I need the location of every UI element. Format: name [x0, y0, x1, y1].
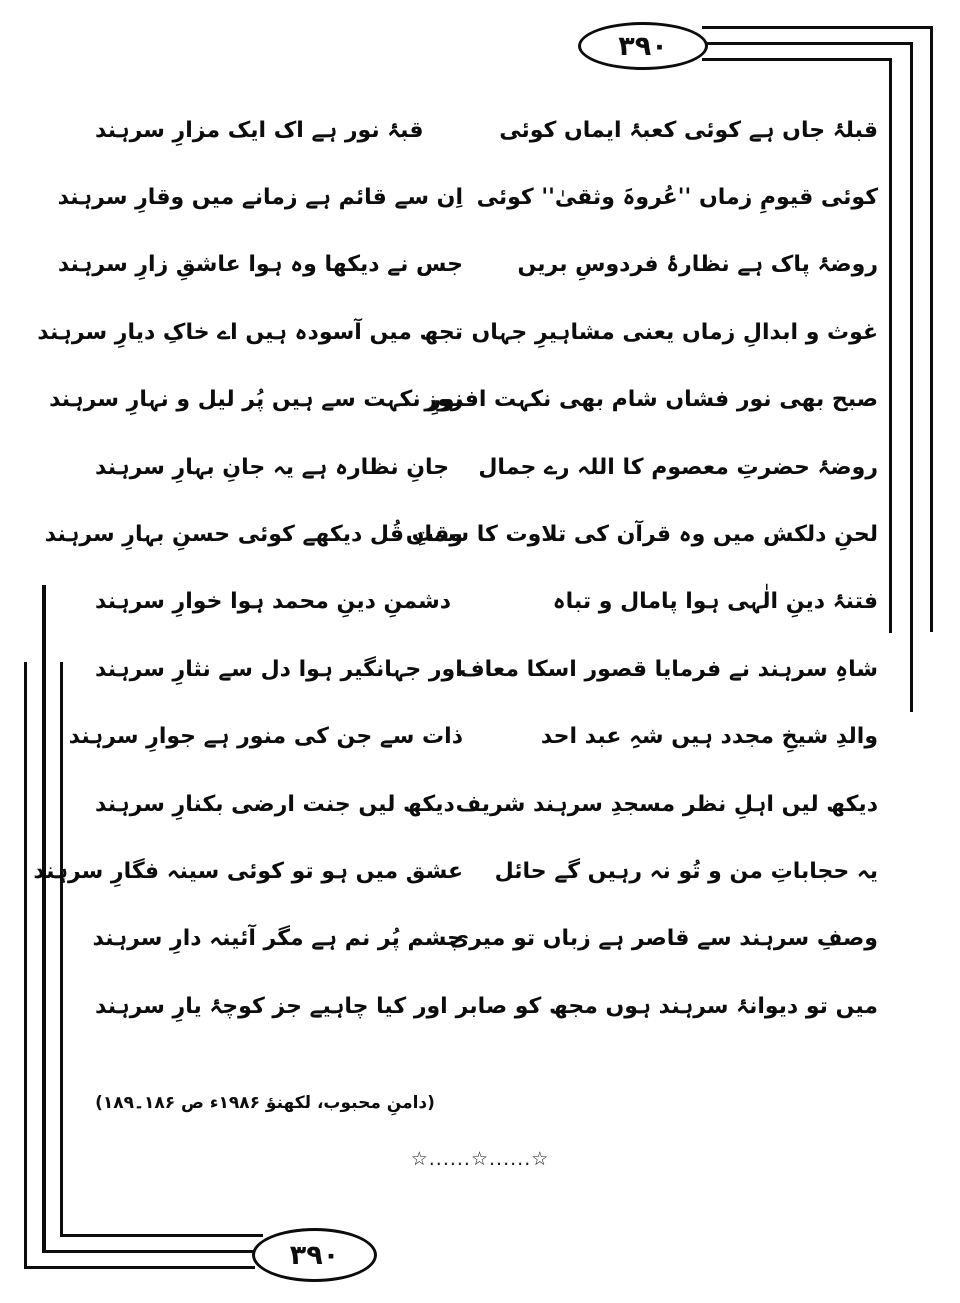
first-hemistich: فتنۂ دینِ الٰہی ہوا پامال و تباہ	[552, 589, 878, 615]
page-border-line	[889, 58, 892, 633]
first-hemistich: قبلۂ جاں ہے کوئی کعبۂ ایماں کوئی	[499, 117, 878, 143]
verse-row	[95, 569, 878, 636]
verse-row	[37, 299, 878, 366]
second-hemistich: دیکھ لیں جنت ارضی بکنارِ سرہند	[95, 791, 455, 817]
page-number-text: ۳۹۰	[618, 30, 668, 62]
second-hemistich: اور کیا چاہیے جز کوچۂ یارِ سرہند	[95, 993, 448, 1019]
first-hemistich: غوث و ابدالِ زماں یعنی مشاہیرِ جہاں	[471, 319, 878, 345]
page-border-line	[910, 42, 913, 712]
second-hemistich: ذات سے جن کی منور ہے جوارِ سرہند	[68, 724, 463, 750]
verse-row	[44, 501, 878, 568]
page-border-line	[60, 1234, 263, 1237]
first-hemistich: روضۂ حضرتِ معصوم کا اللہ رے جمال	[478, 454, 878, 480]
first-hemistich: شاہِ سرہند نے فرمایا قصور اسکا معاف	[459, 656, 878, 682]
verse-row	[33, 838, 878, 905]
verse-row	[68, 704, 878, 771]
second-hemistich: اور جہانگیر ہوا دل سے نثارِ سرہند	[95, 656, 463, 682]
page-border-line	[704, 42, 913, 45]
first-hemistich: میں تو دیوانۂ سرہند ہوں مجھ کو صابر	[455, 993, 878, 1019]
second-hemistich: نورِ نکہت سے ہیں پُر لیل و نہارِ سرہند	[49, 387, 463, 413]
page-border-line	[42, 1250, 255, 1253]
second-hemistich: عشق میں ہو تو کوئی سینہ فگارِ سرہند	[33, 858, 463, 884]
verse-row	[57, 164, 878, 231]
verse-row	[95, 97, 878, 164]
poem-body	[33, 97, 878, 1040]
verse-row	[92, 906, 878, 973]
second-hemistich: اِن سے قائم ہے زمانے میں وقارِ سرہند	[57, 184, 463, 210]
verse-row	[95, 973, 878, 1040]
verse-row	[95, 434, 878, 501]
first-hemistich: دیکھ لیں اہلِ نظر مسجدِ سرہند شریف	[455, 791, 878, 817]
second-hemistich: قبۂ نور ہے اک ایک مزارِ سرہند	[95, 117, 424, 143]
second-hemistich: دشمنِ دینِ محمد ہوا خوارِ سرہند	[95, 589, 452, 615]
page-number-badge-bottom	[252, 1228, 377, 1282]
page-number-text: ۳۹۰	[289, 1239, 340, 1271]
first-hemistich: یہ حجاباتِ من و تُو نہ رہیں گے حائل	[494, 858, 878, 884]
second-hemistich: چشم پُر نم ہے مگر آئینہ دارِ سرہند	[92, 926, 463, 952]
first-hemistich: لحنِ دلکش میں وہ قرآن کی تلاوت کا سماں	[405, 521, 878, 547]
verse-row	[49, 367, 878, 434]
second-hemistich: وقتِ قُل دیکھے کوئی حسنِ بہارِ سرہند	[44, 521, 463, 547]
verse-row	[57, 232, 878, 299]
first-hemistich: روضۂ پاک ہے نظارۂ فردوسِ بریں	[517, 252, 878, 278]
first-hemistich: والدِ شیخِ مجدد ہیں شہِ عبد احد	[540, 724, 878, 750]
second-hemistich: تجھ میں آسودہ ہیں اے خاکِ دیارِ سرہند	[37, 319, 463, 345]
first-hemistich: صبح بھی نور فشاں شام بھی نکہت افروز	[424, 387, 878, 413]
citation: (دامنِ محبوب، لکھنؤ ۱۹۸۶ء ص ۱۸۶۔۱۸۹)	[95, 1093, 435, 1113]
page-border-line	[702, 26, 933, 29]
page-border-line	[702, 58, 892, 61]
star-divider: ☆......☆......☆	[410, 1148, 550, 1170]
second-hemistich: جانِ نظارہ ہے یہ جانِ بہارِ سرہند	[95, 454, 450, 480]
second-hemistich: جس نے دیکھا وہ ہوا عاشقِ زارِ سرہند	[57, 252, 463, 278]
page-border-line	[24, 662, 27, 1269]
first-hemistich: کوئی قیومِ زماں ''عُروہَ وثقیٰ'' کوئی	[476, 184, 878, 210]
page-border-line	[24, 1266, 255, 1269]
verse-row	[95, 636, 878, 703]
page-border-line	[930, 26, 933, 632]
verse-row	[95, 771, 878, 838]
page-number-badge-top	[578, 22, 708, 70]
first-hemistich: وصفِ سرہند سے قاصر ہے زباں تو میری	[448, 926, 878, 952]
